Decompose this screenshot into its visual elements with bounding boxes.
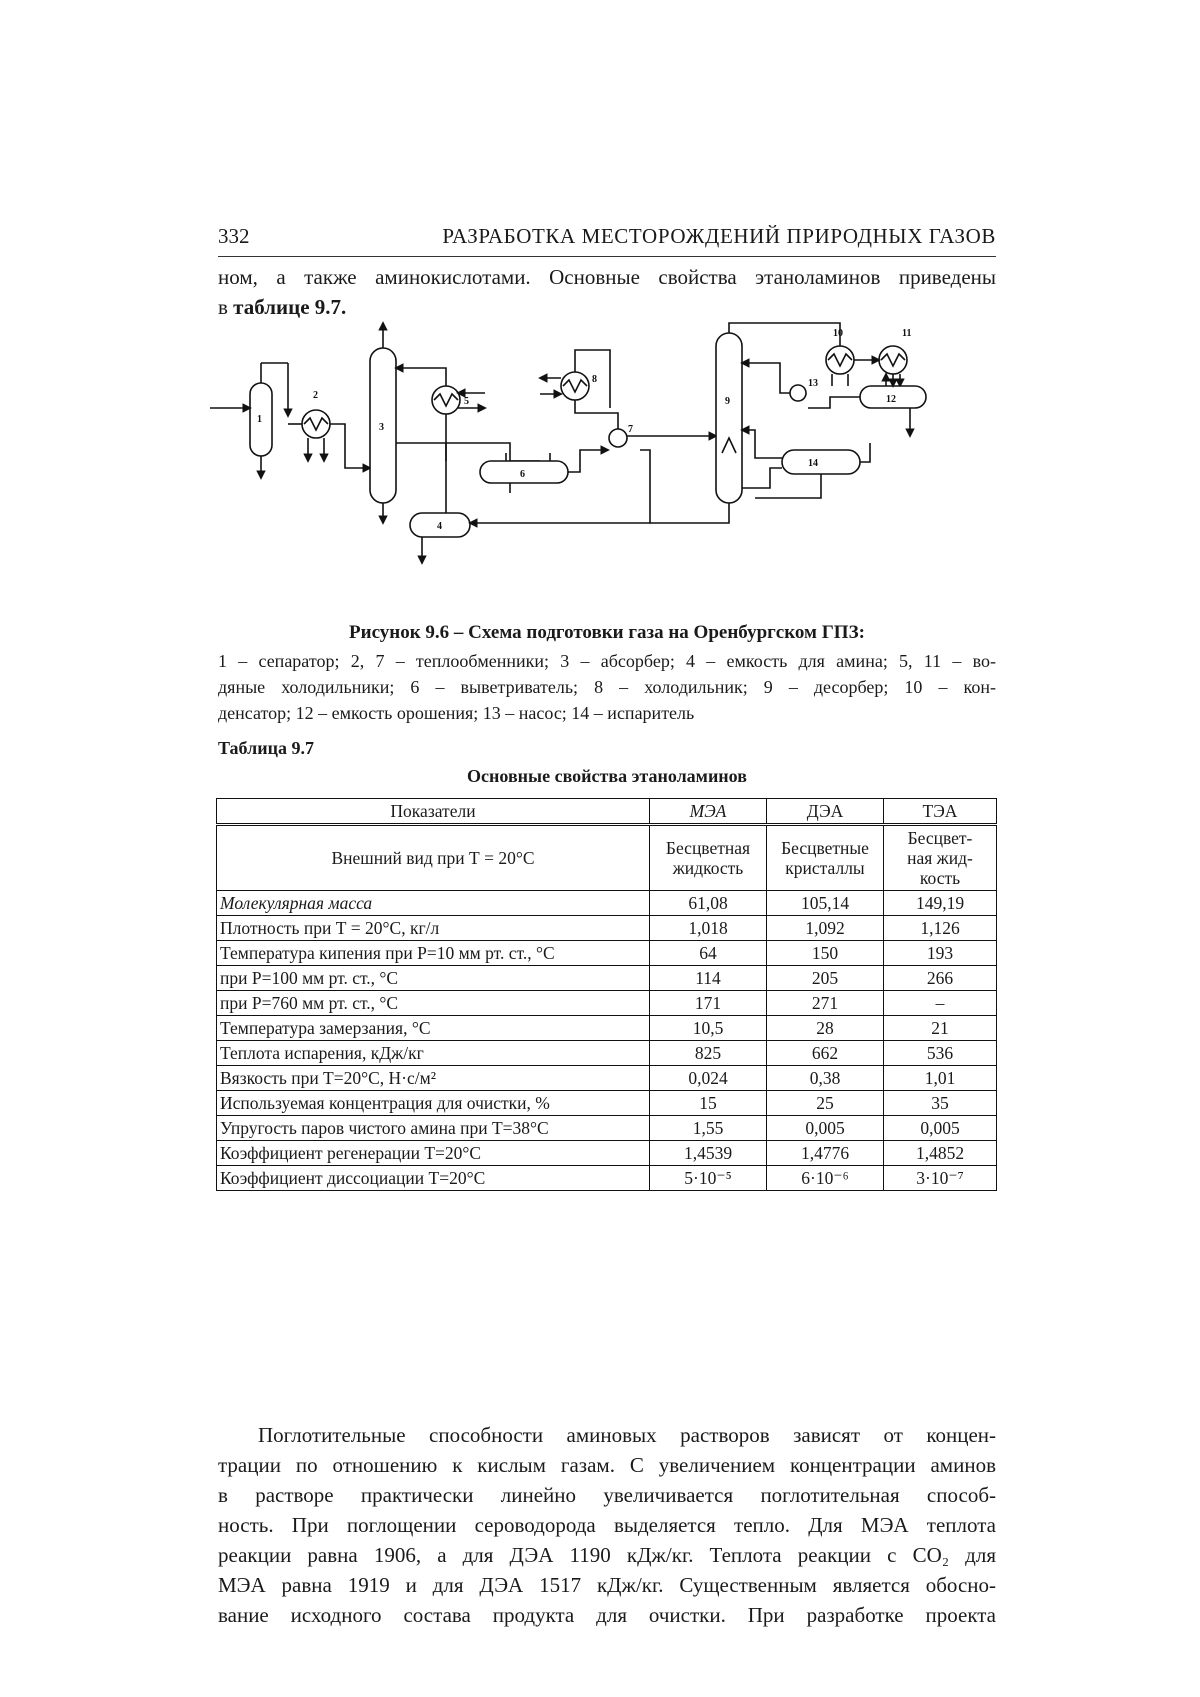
header-tea: ТЭА — [884, 799, 997, 825]
figure-caption-line-3: денсатор; 12 – емкость орошения; 13 – насос; 14 – испаритель — [218, 703, 695, 723]
paragraph-line: в растворе практически линейно увеличивается поглотительная способ- — [218, 1483, 996, 1507]
reboiler-14-bottom — [755, 474, 821, 498]
header-indicators: Показатели — [217, 799, 650, 825]
row-label: Упругость паров чистого амина при Т=38°С — [217, 1116, 650, 1141]
row-label: Температура кипения при Р=10 мм рт. ст., °С — [217, 941, 650, 966]
tea-value: 149,19 — [884, 891, 997, 916]
mea-value: 171 — [650, 991, 767, 1016]
row-label: Коэффициент регенерации Т=20°С — [217, 1141, 650, 1166]
paragraph-line: МЭА равна 1919 и для ДЭА 1517 кДж/кг. Существенным является обосно- — [218, 1573, 996, 1597]
dea-value: 150 — [767, 941, 884, 966]
mea-value: 1,018 — [650, 916, 767, 941]
tea-value: 1,4852 — [884, 1141, 997, 1166]
label-1: 1 — [257, 414, 262, 425]
hx-7-to-cooler-8 — [575, 400, 618, 429]
mea-value: 114 — [650, 966, 767, 991]
equipment-labels — [257, 328, 911, 532]
intro-line-1: ном, а также аминокислотами. Основные свойства этаноламинов приведены — [218, 265, 996, 289]
label-9: 9 — [725, 396, 730, 407]
appearance-dea-line-1: Бесцветные — [781, 838, 869, 858]
table-row — [217, 966, 997, 991]
mea-value: 0,024 — [650, 1066, 767, 1091]
row-label: при Р=100 мм рт. ст., °С — [217, 966, 650, 991]
dea-value: 25 — [767, 1091, 884, 1116]
row-label: при Р=760 мм рт. ст., °С — [217, 991, 650, 1016]
appearance-tea-line-3: кость — [919, 868, 961, 888]
tea-value: 3·10⁻⁷ — [884, 1166, 997, 1191]
row-label: Молекулярная масса — [217, 891, 650, 916]
label-4: 4 — [437, 521, 442, 532]
table-row — [217, 1066, 997, 1091]
dea-value: 662 — [767, 1041, 884, 1066]
mea-value: 5·10⁻⁵ — [650, 1166, 767, 1191]
mea-value: 61,08 — [650, 891, 767, 916]
reboiler-to-desorber — [742, 430, 782, 458]
header-mea: МЭА — [650, 799, 767, 825]
cooler-5-to-absorber — [396, 368, 446, 386]
label-7: 7 — [628, 424, 633, 435]
appearance-dea — [767, 825, 884, 891]
appearance-tea — [884, 825, 997, 891]
table-row-appearance — [217, 825, 997, 891]
mea-value: 64 — [650, 941, 767, 966]
mea-value: 1,55 — [650, 1116, 767, 1141]
tea-value: 35 — [884, 1091, 997, 1116]
figure-caption-title: Рисунок 9.6 – Схема подготовки газа на Оренбургском ГПЗ: — [349, 622, 865, 643]
desorber-to-reboiler — [742, 468, 782, 488]
row-label: Плотность при Т = 20°С, кг/л — [217, 916, 650, 941]
table-row — [217, 1041, 997, 1066]
row-label: Используемая концентрация для очистки, % — [217, 1091, 650, 1116]
label-12: 12 — [886, 394, 896, 405]
dea-value: 0,005 — [767, 1116, 884, 1141]
tea-value: 1,126 — [884, 916, 997, 941]
condenser-10 — [826, 346, 854, 374]
table-header-row — [217, 799, 997, 825]
header-dea: ДЭА — [767, 799, 884, 825]
reflux-to-pump — [808, 397, 860, 408]
mea-value: 825 — [650, 1041, 767, 1066]
paragraph-line: вание исходного состава продукта для очистки. При разработке проекта — [218, 1603, 996, 1627]
tea-value: 536 — [884, 1041, 997, 1066]
absorber-to-expander — [396, 443, 540, 461]
desorber-9 — [716, 333, 742, 503]
row-label: Коэффициент диссоциации Т=20°С — [217, 1166, 650, 1191]
dea-value: 1,092 — [767, 916, 884, 941]
appearance-tea-line-2: ная жид- — [907, 848, 973, 868]
table-row — [217, 941, 997, 966]
table-row — [217, 991, 997, 1016]
tea-value: 1,01 — [884, 1066, 997, 1091]
paragraph-line: реакции равна 1906, а для ДЭА 1190 кДж/кг. Теплота реакции с СО₂ для — [218, 1543, 996, 1567]
ethanolamine-properties-table — [216, 798, 997, 1191]
table-row — [217, 1091, 997, 1116]
label-5: 5 — [464, 396, 469, 407]
reboiler-14-outlet — [860, 443, 870, 462]
desorber-9-overhead — [729, 323, 840, 346]
figure-caption-line-1: 1 – сепаратор; 2, 7 – теплообменники; 3 – абсорбер; 4 – емкость для амина; 5, 11 – во- — [218, 651, 996, 671]
lean-amine-return — [650, 513, 729, 523]
running-title: РАЗРАБОТКА МЕСТОРОЖДЕНИЙ ПРИРОДНЫХ ГАЗОВ — [442, 224, 996, 248]
tea-value: 21 — [884, 1016, 997, 1041]
label-13: 13 — [808, 378, 818, 389]
paragraph-line: ность. При поглощении сероводорода выделяется тепло. Для МЭА теплота — [218, 1513, 996, 1537]
reboiler-14 — [782, 450, 860, 474]
label-11: 11 — [902, 328, 912, 339]
appearance-tea-line-1: Бесцвет- — [907, 828, 973, 848]
paragraph-line: трации по отношению к кислым газам. С увеличением концентрации аминов — [218, 1453, 996, 1477]
tea-value: 266 — [884, 966, 997, 991]
table-row — [217, 1141, 997, 1166]
tea-value: 0,005 — [884, 1116, 997, 1141]
appearance-mea — [650, 825, 767, 891]
process-flow-diagram — [210, 328, 1006, 616]
figure-caption-line-2: дяные холодильники; 6 – выветриватель; 8 – холодильник; 9 – десорбер; 10 – кон- — [218, 677, 996, 697]
pump-13-to-desorber — [742, 363, 790, 393]
page-header — [218, 222, 996, 257]
hx-2-to-absorber — [330, 424, 370, 468]
label-3: 3 — [379, 422, 384, 433]
water-cooler-5 — [432, 386, 460, 414]
mea-value: 15 — [650, 1091, 767, 1116]
heat-exchanger-2 — [302, 410, 330, 438]
dea-value: 271 — [767, 991, 884, 1016]
table-row — [217, 1016, 997, 1041]
row-label: Вязкость при Т=20°С, Н·с/м² — [217, 1066, 650, 1091]
appearance-mea-line-2: жидкость — [672, 858, 744, 878]
table-label: Таблица 9.7 — [218, 738, 314, 758]
label-2: 2 — [313, 390, 318, 401]
dea-value: 28 — [767, 1016, 884, 1041]
mea-value: 10,5 — [650, 1016, 767, 1041]
table-row — [217, 1166, 997, 1191]
dea-value: 205 — [767, 966, 884, 991]
table-row — [217, 891, 997, 916]
label-10: 10 — [833, 328, 843, 339]
tea-value: 193 — [884, 941, 997, 966]
table-title: Основные свойства этаноламинов — [467, 766, 747, 786]
page-number: 332 — [218, 224, 250, 248]
intro-prefix: в — [218, 295, 234, 319]
row-label: Температура замерзания, °С — [217, 1016, 650, 1041]
dea-value: 105,14 — [767, 891, 884, 916]
water-cooler-11 — [879, 346, 907, 374]
label-14: 14 — [808, 458, 818, 469]
label-8: 8 — [592, 374, 597, 385]
paragraph-line: Поглотительные способности аминовых растворов зависят от концен- — [258, 1423, 996, 1447]
heat-exchanger-7 — [609, 429, 627, 447]
pump-13 — [790, 385, 806, 401]
table-row — [217, 1116, 997, 1141]
appearance-label: Внешний вид при Т = 20°С — [217, 825, 650, 891]
row-label: Теплота испарения, кДж/кг — [217, 1041, 650, 1066]
tea-value: – — [884, 991, 997, 1016]
intro-line-2 — [218, 292, 996, 322]
table-row — [217, 916, 997, 941]
dea-value: 0,38 — [767, 1066, 884, 1091]
cooler-8 — [561, 372, 589, 400]
dea-value: 6·10⁻⁶ — [767, 1166, 884, 1191]
table-reference: таблице 9.7. — [233, 295, 347, 319]
mea-value: 1,4539 — [650, 1141, 767, 1166]
flash-tank-to-hx-7 — [568, 450, 608, 472]
label-6: 6 — [520, 469, 525, 480]
appearance-dea-line-2: кристаллы — [785, 858, 865, 878]
dea-value: 1,4776 — [767, 1141, 884, 1166]
appearance-mea-line-1: Бесцветная — [665, 838, 751, 858]
